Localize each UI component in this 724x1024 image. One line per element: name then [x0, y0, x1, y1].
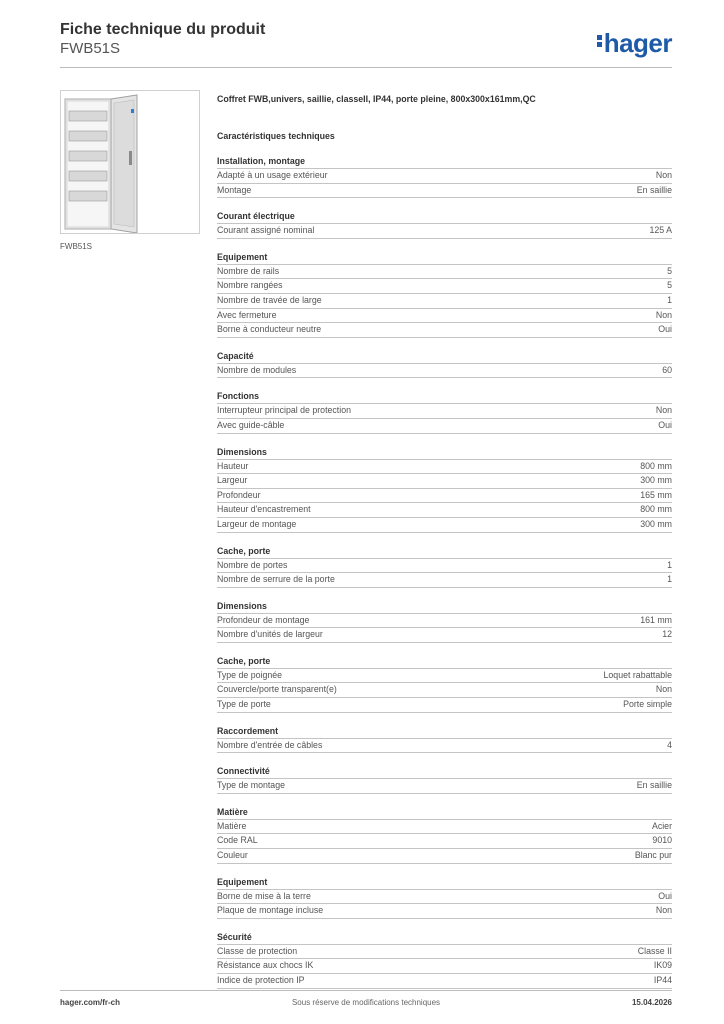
characteristics-list	[217, 154, 672, 989]
spec-section-title: Raccordement	[217, 724, 672, 739]
spec-label: Borne à conducteur neutre	[217, 324, 322, 335]
spec-row	[217, 489, 672, 504]
spec-section-title: Dimensions	[217, 599, 672, 614]
product-image-caption: FWB51S	[60, 242, 93, 251]
spec-label: Largeur de montage	[217, 518, 297, 529]
spec-section	[217, 764, 672, 794]
spec-value: Non	[655, 170, 672, 180]
spec-row	[217, 698, 672, 713]
spec-value: En saillie	[636, 780, 672, 791]
footer-divider	[60, 990, 672, 991]
spec-label: Largeur	[217, 475, 248, 486]
spec-value: 4	[667, 739, 672, 750]
spec-label: Nombre de portes	[217, 559, 288, 570]
spec-section	[217, 445, 672, 533]
spec-label: Hauteur d'encastrement	[217, 504, 311, 515]
page-header	[60, 20, 672, 58]
product-reference: FWB51S	[60, 40, 121, 57]
spec-value: Loquet rabattable	[603, 669, 672, 680]
spec-section-title: Equipement	[217, 875, 672, 890]
spec-label: Classe de protection	[217, 945, 298, 956]
spec-section	[217, 654, 672, 713]
spec-value: Non	[655, 309, 672, 320]
characteristics-heading: Caractéristiques techniques	[217, 131, 335, 141]
spec-row	[217, 309, 672, 324]
spec-label: Nombre rangées	[217, 280, 283, 291]
spec-row	[217, 959, 672, 974]
spec-section-title: Courant électrique	[217, 209, 672, 224]
spec-row	[217, 323, 672, 338]
spec-label: Profondeur de montage	[217, 614, 310, 625]
spec-row	[217, 460, 672, 475]
spec-row	[217, 945, 672, 960]
spec-value: 125 A	[649, 225, 672, 236]
spec-value: Classe II	[637, 945, 672, 956]
spec-section	[217, 875, 672, 919]
enclosure-illustration-icon	[61, 91, 199, 233]
footer-date: 15.04.2026	[631, 998, 672, 1007]
spec-value: Oui	[658, 890, 672, 901]
spec-row	[217, 503, 672, 518]
spec-section-title: Cache, porte	[217, 544, 672, 559]
spec-row	[217, 669, 672, 684]
spec-section	[217, 209, 672, 239]
spec-row	[217, 419, 672, 434]
spec-label: Avec guide-câble	[217, 419, 285, 430]
spec-row	[217, 518, 672, 533]
spec-label: Nombre de modules	[217, 364, 297, 375]
spec-row	[217, 559, 672, 574]
spec-section	[217, 724, 672, 754]
spec-section	[217, 544, 672, 588]
spec-value: Porte simple	[623, 699, 672, 710]
spec-value: 5	[667, 280, 672, 291]
spec-value: 5	[667, 265, 672, 276]
spec-row	[217, 820, 672, 835]
spec-row	[217, 890, 672, 905]
spec-section	[217, 250, 672, 338]
spec-row	[217, 683, 672, 698]
spec-value: 1	[667, 574, 672, 585]
spec-value: Blanc pur	[634, 850, 672, 861]
logo-dots-icon	[597, 33, 602, 49]
product-description: Coffret FWB,univers, saillie, classeII, IP44, porte pleine, 800x300x161mm,QC	[217, 94, 536, 104]
spec-section-title: Sécurité	[217, 930, 672, 945]
spec-row	[217, 169, 672, 184]
spec-label: Avec fermeture	[217, 309, 277, 320]
spec-label: Code RAL	[217, 835, 258, 846]
spec-section	[217, 349, 672, 379]
spec-section-title: Equipement	[217, 250, 672, 265]
spec-section-title: Fonctions	[217, 389, 672, 404]
spec-section	[217, 154, 672, 198]
spec-label: Courant assigné nominal	[217, 225, 315, 236]
footer-website: hager.com/fr-ch	[60, 998, 121, 1007]
spec-section	[217, 930, 672, 989]
spec-row	[217, 974, 672, 989]
spec-value: IK09	[653, 960, 672, 971]
spec-label: Montage	[217, 184, 252, 195]
spec-label: Interrupteur principal de protection	[217, 405, 351, 416]
spec-label: Couleur	[217, 850, 248, 861]
spec-label: Matière	[217, 820, 247, 831]
spec-value: Non	[655, 905, 672, 916]
spec-label: Nombre de travée de large	[217, 294, 322, 305]
spec-row	[217, 224, 672, 239]
spec-section	[217, 389, 672, 433]
spec-section-title: Connectivité	[217, 764, 672, 779]
spec-value: Oui	[658, 419, 672, 430]
spec-row	[217, 834, 672, 849]
spec-value: 800 mm	[640, 504, 672, 515]
spec-label: Type de montage	[217, 780, 285, 791]
spec-value: 300 mm	[640, 475, 672, 486]
spec-value: 60	[662, 364, 672, 375]
spec-row	[217, 739, 672, 754]
spec-row	[217, 279, 672, 294]
spec-row	[217, 573, 672, 588]
spec-value: 1	[667, 294, 672, 305]
spec-label: Type de poignée	[217, 669, 283, 680]
hager-logo: hager	[597, 28, 672, 59]
spec-row	[217, 404, 672, 419]
spec-value: 300 mm	[640, 518, 672, 529]
spec-value: Oui	[658, 324, 672, 335]
spec-section	[217, 805, 672, 864]
spec-label: Hauteur	[217, 460, 249, 471]
spec-section	[217, 599, 672, 643]
spec-label: Type de porte	[217, 699, 271, 710]
spec-label: Borne de mise à la terre	[217, 890, 311, 901]
header-divider	[60, 67, 672, 68]
spec-label: Adapté à un usage extérieur	[217, 170, 328, 180]
spec-label: Nombre d'unités de largeur	[217, 629, 323, 640]
spec-row	[217, 265, 672, 280]
spec-row	[217, 184, 672, 199]
spec-section-title: Dimensions	[217, 445, 672, 460]
spec-value: Acier	[651, 820, 672, 831]
spec-label: Nombre de rails	[217, 265, 280, 276]
product-details	[217, 92, 672, 989]
spec-row	[217, 364, 672, 379]
spec-value: 800 mm	[640, 460, 672, 471]
spec-label: Plaque de montage incluse	[217, 905, 324, 916]
spec-label: Indice de protection IP	[217, 975, 305, 985]
spec-section-title: Capacité	[217, 349, 672, 364]
spec-value: IP44	[653, 975, 672, 985]
spec-value: 12	[662, 629, 672, 640]
spec-value: 9010	[652, 835, 672, 846]
spec-section-title: Installation, montage	[217, 154, 672, 169]
spec-value: 161 mm	[640, 614, 672, 625]
spec-value: 1	[667, 559, 672, 570]
spec-label: Nombre de serrure de la porte	[217, 574, 335, 585]
spec-section-title: Matière	[217, 805, 672, 820]
spec-row	[217, 614, 672, 629]
spec-label: Nombre d'entrée de câbles	[217, 739, 323, 750]
product-image	[60, 90, 200, 234]
spec-label: Profondeur	[217, 489, 261, 500]
footer-disclaimer: Sous réserve de modifications techniques	[291, 998, 441, 1007]
spec-value: 165 mm	[640, 489, 672, 500]
spec-value: Non	[655, 405, 672, 416]
spec-value: Non	[655, 684, 672, 695]
spec-section-title: Cache, porte	[217, 654, 672, 669]
spec-row	[217, 849, 672, 864]
spec-row	[217, 294, 672, 309]
spec-row	[217, 904, 672, 919]
spec-row	[217, 779, 672, 794]
spec-row	[217, 474, 672, 489]
page-title: Fiche technique du produit	[60, 21, 266, 38]
spec-label: Couvercle/porte transparent(e)	[217, 684, 337, 695]
spec-label: Résistance aux chocs IK	[217, 960, 314, 971]
spec-row	[217, 628, 672, 643]
spec-value: En saillie	[636, 184, 672, 195]
